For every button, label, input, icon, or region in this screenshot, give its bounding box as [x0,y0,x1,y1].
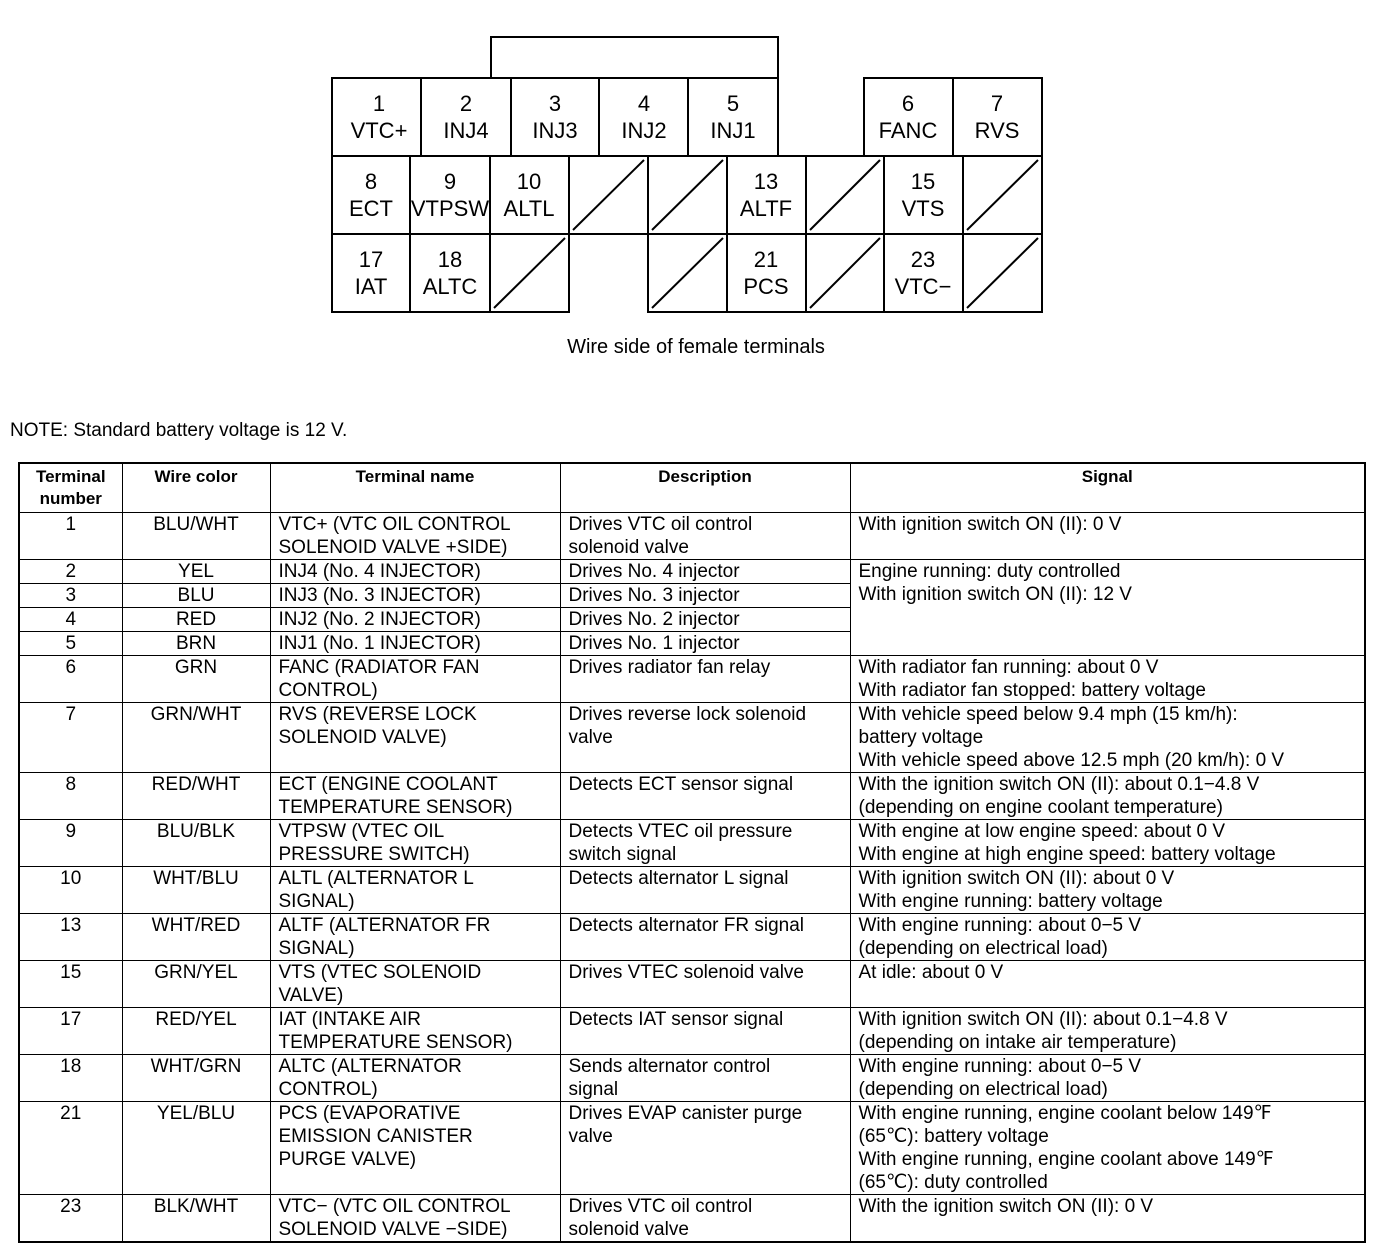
terminal-9-name: VTPSW [410,196,490,221]
cell-text-line: (depending on intake air temperature) [858,1032,1177,1053]
cell-text-line: Drives No. 2 injector [568,609,740,630]
terminal-23-name: VTC− [894,274,952,299]
table-row [19,914,1365,961]
cell-terminal-name [270,656,560,703]
cell-signal [850,820,1365,867]
cell-signal [850,914,1365,961]
cell-signal [850,773,1365,820]
cell-text-line: VTC+ (VTC OIL CONTROL [278,514,511,535]
cell-text-line: ALTC (ALTERNATOR [278,1056,462,1077]
cell-text-line: (65℃): battery voltage [858,1126,1049,1147]
cell-description [560,961,850,1008]
table-row [19,513,1365,560]
cell-text-line: VTS (VTEC SOLENOID [278,962,482,983]
table-row [19,656,1365,703]
table-row [19,560,1365,584]
terminal-table [18,462,1366,1243]
terminal-3-number: 3 [548,91,562,116]
table-row [19,820,1365,867]
cell-text-line: switch signal [568,844,677,865]
cell-text-line: (65℃): duty controlled [858,1172,1048,1193]
cell-text-line: TEMPERATURE SENSOR) [278,797,513,818]
cell-text-line: Sends alternator control [568,1056,771,1077]
cell-description [560,1195,850,1243]
cell-text-line: INJ3 (No. 3 INJECTOR) [278,585,481,606]
terminal-10-number: 10 [516,169,542,194]
cell-text-line: With the ignition switch ON (II): about 0.1−4.8 V [858,774,1260,795]
note-text: NOTE: Standard battery voltage is 12 V. [10,420,348,441]
terminal-18-name: ALTC [422,274,478,299]
cell-terminal-name [270,961,560,1008]
cell-text-line: SOLENOID VALVE −SIDE) [278,1219,508,1240]
cell-terminal-number: 5 [19,632,122,656]
cell-text-line: INJ2 (No. 2 INJECTOR) [278,609,481,630]
terminal-3-name: INJ3 [532,118,578,143]
cell-terminal-name [270,1102,560,1195]
cell-terminal-number: 2 [19,560,122,584]
terminal-5-name: INJ1 [710,118,756,143]
cell-description [560,584,850,608]
terminal-13-name: ALTF [739,196,793,221]
cell-wire-color: RED/WHT [122,773,270,820]
header-terminal-name: Terminal name [270,463,560,513]
cell-text-line: (depending on electrical load) [858,1079,1108,1100]
cell-wire-color: RED [122,608,270,632]
terminal-15-number: 15 [910,169,936,194]
cell-signal [850,1008,1365,1055]
cell-terminal-number: 10 [19,867,122,914]
cell-signal [850,867,1365,914]
cell-text-line: At idle: about 0 V [858,962,1004,983]
cell-terminal-name [270,820,560,867]
table-body [19,513,1365,1243]
cell-terminal-number: 9 [19,820,122,867]
cell-description [560,632,850,656]
cell-wire-color: WHT/BLU [122,867,270,914]
terminal-1-number: 1 [372,91,386,116]
cell-text-line: Detects alternator FR signal [568,915,804,936]
cell-text-line: ALTF (ALTERNATOR FR [278,915,491,936]
cell-description [560,1008,850,1055]
cell-terminal-number: 17 [19,1008,122,1055]
terminal-2-name: INJ4 [443,118,489,143]
cell-text-line: Detects alternator L signal [568,868,789,889]
cell-text-line: Drives EVAP canister purge [568,1103,803,1124]
cell-wire-color: GRN/WHT [122,703,270,773]
cell-text-line: Drives No. 4 injector [568,561,740,582]
cell-text-line: VALVE) [278,985,344,1006]
cell-text-line: Drives VTC oil control [568,514,753,535]
cell-signal [850,1195,1365,1243]
cell-text-line: Drives No. 3 injector [568,585,740,606]
cell-text-line: PCS (EVAPORATIVE [278,1103,461,1124]
header-terminal-number: Terminal number [19,463,122,513]
cell-terminal-number: 13 [19,914,122,961]
terminal-17-number: 17 [358,247,384,272]
cell-text-line: INJ4 (No. 4 INJECTOR) [278,561,481,582]
cell-text-line: TEMPERATURE SENSOR) [278,1032,513,1053]
cell-terminal-name [270,773,560,820]
cell-text-line: Drives reverse lock solenoid [568,704,807,725]
cell-description [560,914,850,961]
table-row [19,773,1365,820]
cell-description [560,560,850,584]
cell-wire-color: BRN [122,632,270,656]
cell-text-line: With ignition switch ON (II): 12 V [858,584,1132,605]
cell-terminal-name [270,632,560,656]
cell-text-line: With engine running, engine coolant below 149℉ [858,1103,1272,1124]
cell-terminal-number: 8 [19,773,122,820]
cell-text-line: solenoid valve [568,537,689,558]
cell-terminal-number: 15 [19,961,122,1008]
cell-text-line: With vehicle speed above 12.5 mph (20 km/h): 0 V [858,750,1285,771]
cell-terminal-number: 18 [19,1055,122,1102]
header-description: Description [560,463,850,513]
table-header-row [19,463,1365,513]
cell-signal [850,961,1365,1008]
cell-terminal-number: 6 [19,656,122,703]
cell-text-line: ALTL (ALTERNATOR L [278,868,474,889]
cell-text-line: Detects VTEC oil pressure [568,821,793,842]
cell-text-line: With vehicle speed below 9.4 mph (15 km/h): [858,704,1238,725]
terminal-10-name: ALTL [503,196,555,221]
table-row [19,1055,1365,1102]
terminal-1-name: VTC+ [350,118,408,143]
terminal-8-name: ECT [349,196,393,221]
cell-terminal-name [270,867,560,914]
cell-text-line: Drives radiator fan relay [568,657,771,678]
cell-text-line: battery voltage [858,727,984,748]
cell-text-line: RVS (REVERSE LOCK [278,704,477,725]
cell-signal [850,1055,1365,1102]
table-row [19,867,1365,914]
terminal-13-number: 13 [753,169,779,194]
cell-text-line: valve [568,727,613,748]
terminal-18-number: 18 [437,247,463,272]
cell-text-line: EMISSION CANISTER [278,1126,473,1147]
terminal-6-name: FANC [878,118,938,143]
cell-wire-color: GRN/YEL [122,961,270,1008]
cell-wire-color: BLU [122,584,270,608]
cell-text-line: VTPSW (VTEC OIL [278,821,445,842]
cell-signal [850,656,1365,703]
terminal-6-number: 6 [901,91,915,116]
cell-text-line: With engine at high engine speed: battery voltage [858,844,1276,865]
cell-terminal-name [270,1195,560,1243]
cell-text-line: SIGNAL) [278,891,355,912]
table-row [19,1008,1365,1055]
terminal-21-number: 21 [753,247,779,272]
cell-terminal-name [270,608,560,632]
cell-signal [850,703,1365,773]
cell-signal [850,513,1365,560]
terminal-5-number: 5 [726,91,740,116]
cell-text-line: CONTROL) [278,1079,378,1100]
cell-terminal-name [270,584,560,608]
cell-text-line: SIGNAL) [278,938,355,959]
connector-row1-left [332,78,778,156]
cell-signal [850,560,1365,656]
cell-wire-color: GRN [122,656,270,703]
cell-text-line: FANC (RADIATOR FAN [278,657,480,678]
cell-text-line: Engine running: duty controlled [858,561,1121,582]
cell-text-line: Detects ECT sensor signal [568,774,794,795]
cell-text-line: PURGE VALVE) [278,1149,417,1170]
cell-description [560,513,850,560]
cell-text-line: PRESSURE SWITCH) [278,844,470,865]
cell-wire-color: RED/YEL [122,1008,270,1055]
cell-terminal-number: 4 [19,608,122,632]
cell-terminal-name [270,914,560,961]
table-row [19,703,1365,773]
cell-text-line: With ignition switch ON (II): 0 V [858,514,1122,535]
cell-terminal-name [270,703,560,773]
cell-description [560,703,850,773]
cell-terminal-number: 21 [19,1102,122,1195]
table-row [19,961,1365,1008]
terminal-15-name: VTS [901,196,945,221]
terminal-23-number: 23 [910,247,936,272]
cell-description [560,1102,850,1195]
cell-text-line: SOLENOID VALVE) [278,727,447,748]
connector-diagram [0,0,1392,320]
cell-description [560,1055,850,1102]
cell-text-line: ECT (ENGINE COOLANT [278,774,498,795]
cell-terminal-name [270,1008,560,1055]
cell-wire-color: WHT/RED [122,914,270,961]
cell-text-line: With engine running, engine coolant above 149℉ [858,1149,1274,1170]
terminal-4-name: INJ2 [621,118,667,143]
cell-terminal-name [270,560,560,584]
cell-text-line: signal [568,1079,619,1100]
cell-text-line: CONTROL) [278,680,378,701]
cell-terminal-number: 3 [19,584,122,608]
header-signal: Signal [850,463,1365,513]
cell-text-line: solenoid valve [568,1219,689,1240]
cell-terminal-name [270,513,560,560]
cell-terminal-name [270,1055,560,1102]
cell-terminal-number: 1 [19,513,122,560]
terminal-7-number: 7 [990,91,1004,116]
diagram-caption: Wire side of female terminals [567,336,825,358]
cell-text-line: With engine running: battery voltage [858,891,1163,912]
cell-terminal-number: 7 [19,703,122,773]
cell-text-line: (depending on electrical load) [858,938,1108,959]
cell-text-line: With ignition switch ON (II): about 0.1−4.8 V [858,1009,1228,1030]
cell-text-line: valve [568,1126,613,1147]
cell-text-line: IAT (INTAKE AIR [278,1009,422,1030]
terminal-21-name: PCS [743,274,789,299]
cell-text-line: VTC− (VTC OIL CONTROL [278,1196,511,1217]
cell-text-line: With the ignition switch ON (II): 0 V [858,1196,1154,1217]
table-row [19,1195,1365,1243]
connector-lock-tab [491,37,778,78]
cell-text-line: With radiator fan running: about 0 V [858,657,1159,678]
cell-text-line: SOLENOID VALVE +SIDE) [278,537,508,558]
cell-wire-color: YEL/BLU [122,1102,270,1195]
cell-description [560,656,850,703]
cell-description [560,820,850,867]
cell-wire-color: YEL [122,560,270,584]
connector-row3-left [332,234,569,312]
cell-wire-color: BLU/WHT [122,513,270,560]
cell-text-line: With engine running: about 0−5 V [858,1056,1142,1077]
cell-text-line: With engine running: about 0−5 V [858,915,1142,936]
cell-terminal-number: 23 [19,1195,122,1243]
cell-wire-color: WHT/GRN [122,1055,270,1102]
cell-text-line: Drives VTC oil control [568,1196,753,1217]
terminal-2-number: 2 [459,91,473,116]
cell-description [560,608,850,632]
cell-signal [850,1102,1365,1195]
terminal-9-number: 9 [443,169,457,194]
terminal-7-name: RVS [974,118,1020,143]
cell-description [560,867,850,914]
cell-text-line: With radiator fan stopped: battery voltage [858,680,1206,701]
table-row [19,1102,1365,1195]
cell-wire-color: BLK/WHT [122,1195,270,1243]
terminal-4-number: 4 [637,91,651,116]
cell-wire-color: BLU/BLK [122,820,270,867]
cell-text-line: With engine at low engine speed: about 0 V [858,821,1226,842]
header-wire-color: Wire color [122,463,270,513]
terminal-17-name: IAT [354,274,388,299]
cell-text-line: Drives VTEC solenoid valve [568,962,804,983]
cell-text-line: INJ1 (No. 1 INJECTOR) [278,633,481,654]
cell-text-line: Detects IAT sensor signal [568,1009,784,1030]
cell-text-line: (depending on engine coolant temperature) [858,797,1223,818]
cell-text-line: With ignition switch ON (II): about 0 V [858,868,1175,889]
terminal-8-number: 8 [364,169,378,194]
cell-text-line: Drives No. 1 injector [568,633,740,654]
cell-description [560,773,850,820]
